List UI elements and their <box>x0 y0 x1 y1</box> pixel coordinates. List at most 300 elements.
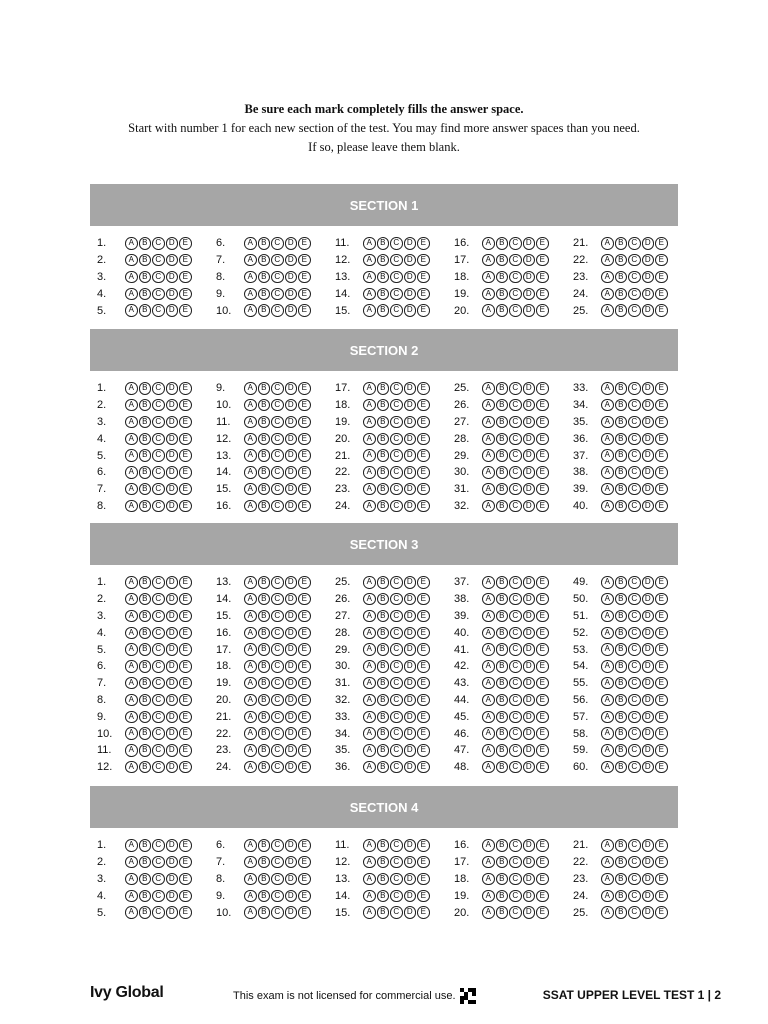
answer-bubble-a[interactable]: A <box>244 288 257 301</box>
answer-bubble-a[interactable]: A <box>125 744 138 757</box>
answer-bubble-c[interactable]: C <box>152 906 165 919</box>
answer-bubble-e[interactable]: E <box>536 627 549 640</box>
answer-bubble-d[interactable]: D <box>523 416 536 429</box>
answer-bubble-b[interactable]: B <box>258 237 271 250</box>
answer-bubble-d[interactable]: D <box>404 288 417 301</box>
answer-bubble-e[interactable]: E <box>655 237 668 250</box>
answer-bubble-e[interactable]: E <box>298 627 311 640</box>
answer-bubble-b[interactable]: B <box>496 727 509 740</box>
answer-bubble-b[interactable]: B <box>496 711 509 724</box>
answer-bubble-e[interactable]: E <box>179 500 192 513</box>
answer-bubble-a[interactable]: A <box>601 433 614 446</box>
answer-bubble-a[interactable]: A <box>125 839 138 852</box>
answer-bubble-b[interactable]: B <box>139 873 152 886</box>
answer-bubble-d[interactable]: D <box>404 483 417 496</box>
answer-bubble-a[interactable]: A <box>601 254 614 267</box>
answer-bubble-c[interactable]: C <box>390 466 403 479</box>
answer-bubble-c[interactable]: C <box>390 399 403 412</box>
answer-bubble-d[interactable]: D <box>404 727 417 740</box>
answer-bubble-b[interactable]: B <box>139 890 152 903</box>
answer-bubble-a[interactable]: A <box>244 483 257 496</box>
answer-bubble-b[interactable]: B <box>496 304 509 317</box>
answer-bubble-a[interactable]: A <box>244 727 257 740</box>
answer-bubble-e[interactable]: E <box>298 643 311 656</box>
answer-bubble-d[interactable]: D <box>404 627 417 640</box>
answer-bubble-c[interactable]: C <box>509 627 522 640</box>
answer-bubble-d[interactable]: D <box>523 627 536 640</box>
answer-bubble-b[interactable]: B <box>496 382 509 395</box>
answer-bubble-a[interactable]: A <box>601 610 614 623</box>
answer-bubble-a[interactable]: A <box>601 382 614 395</box>
answer-bubble-e[interactable]: E <box>298 449 311 462</box>
answer-bubble-e[interactable]: E <box>655 433 668 446</box>
answer-bubble-c[interactable]: C <box>152 643 165 656</box>
answer-bubble-d[interactable]: D <box>642 254 655 267</box>
answer-bubble-e[interactable]: E <box>536 500 549 513</box>
answer-bubble-b[interactable]: B <box>496 288 509 301</box>
answer-bubble-e[interactable]: E <box>298 839 311 852</box>
answer-bubble-c[interactable]: C <box>390 254 403 267</box>
answer-bubble-a[interactable]: A <box>363 237 376 250</box>
answer-bubble-e[interactable]: E <box>179 744 192 757</box>
answer-bubble-b[interactable]: B <box>615 761 628 774</box>
answer-bubble-b[interactable]: B <box>377 694 390 707</box>
answer-bubble-c[interactable]: C <box>509 483 522 496</box>
answer-bubble-e[interactable]: E <box>179 839 192 852</box>
answer-bubble-c[interactable]: C <box>509 727 522 740</box>
answer-bubble-b[interactable]: B <box>139 466 152 479</box>
answer-bubble-b[interactable]: B <box>377 890 390 903</box>
answer-bubble-a[interactable]: A <box>601 856 614 869</box>
answer-bubble-d[interactable]: D <box>404 254 417 267</box>
answer-bubble-b[interactable]: B <box>377 593 390 606</box>
answer-bubble-c[interactable]: C <box>152 288 165 301</box>
answer-bubble-e[interactable]: E <box>417 593 430 606</box>
answer-bubble-d[interactable]: D <box>523 237 536 250</box>
answer-bubble-b[interactable]: B <box>615 873 628 886</box>
answer-bubble-e[interactable]: E <box>417 643 430 656</box>
answer-bubble-c[interactable]: C <box>628 449 641 462</box>
answer-bubble-e[interactable]: E <box>655 288 668 301</box>
answer-bubble-b[interactable]: B <box>615 304 628 317</box>
answer-bubble-d[interactable]: D <box>166 500 179 513</box>
answer-bubble-d[interactable]: D <box>404 576 417 589</box>
answer-bubble-b[interactable]: B <box>496 761 509 774</box>
answer-bubble-d[interactable]: D <box>166 677 179 690</box>
answer-bubble-c[interactable]: C <box>628 761 641 774</box>
answer-bubble-c[interactable]: C <box>152 761 165 774</box>
answer-bubble-d[interactable]: D <box>404 271 417 284</box>
answer-bubble-a[interactable]: A <box>601 399 614 412</box>
answer-bubble-a[interactable]: A <box>363 856 376 869</box>
answer-bubble-a[interactable]: A <box>244 610 257 623</box>
answer-bubble-a[interactable]: A <box>601 873 614 886</box>
answer-bubble-b[interactable]: B <box>139 727 152 740</box>
answer-bubble-e[interactable]: E <box>536 856 549 869</box>
answer-bubble-c[interactable]: C <box>271 660 284 673</box>
answer-bubble-a[interactable]: A <box>125 254 138 267</box>
answer-bubble-c[interactable]: C <box>152 382 165 395</box>
answer-bubble-c[interactable]: C <box>628 382 641 395</box>
answer-bubble-e[interactable]: E <box>179 271 192 284</box>
answer-bubble-c[interactable]: C <box>509 643 522 656</box>
answer-bubble-d[interactable]: D <box>523 711 536 724</box>
answer-bubble-a[interactable]: A <box>363 711 376 724</box>
answer-bubble-e[interactable]: E <box>655 839 668 852</box>
answer-bubble-a[interactable]: A <box>244 500 257 513</box>
answer-bubble-d[interactable]: D <box>523 304 536 317</box>
answer-bubble-b[interactable]: B <box>496 906 509 919</box>
answer-bubble-d[interactable]: D <box>642 610 655 623</box>
answer-bubble-b[interactable]: B <box>258 593 271 606</box>
answer-bubble-c[interactable]: C <box>628 660 641 673</box>
answer-bubble-a[interactable]: A <box>125 593 138 606</box>
answer-bubble-a[interactable]: A <box>482 660 495 673</box>
answer-bubble-c[interactable]: C <box>509 677 522 690</box>
answer-bubble-d[interactable]: D <box>523 660 536 673</box>
answer-bubble-a[interactable]: A <box>363 288 376 301</box>
answer-bubble-c[interactable]: C <box>628 727 641 740</box>
answer-bubble-e[interactable]: E <box>417 271 430 284</box>
answer-bubble-e[interactable]: E <box>655 500 668 513</box>
answer-bubble-e[interactable]: E <box>417 660 430 673</box>
answer-bubble-a[interactable]: A <box>125 906 138 919</box>
answer-bubble-d[interactable]: D <box>285 416 298 429</box>
answer-bubble-a[interactable]: A <box>482 627 495 640</box>
answer-bubble-c[interactable]: C <box>390 627 403 640</box>
answer-bubble-c[interactable]: C <box>271 254 284 267</box>
answer-bubble-d[interactable]: D <box>166 873 179 886</box>
answer-bubble-c[interactable]: C <box>152 399 165 412</box>
answer-bubble-e[interactable]: E <box>536 576 549 589</box>
answer-bubble-e[interactable]: E <box>417 500 430 513</box>
answer-bubble-b[interactable]: B <box>258 483 271 496</box>
answer-bubble-b[interactable]: B <box>496 890 509 903</box>
answer-bubble-c[interactable]: C <box>628 856 641 869</box>
answer-bubble-a[interactable]: A <box>125 856 138 869</box>
answer-bubble-c[interactable]: C <box>390 744 403 757</box>
answer-bubble-c[interactable]: C <box>390 416 403 429</box>
answer-bubble-d[interactable]: D <box>285 271 298 284</box>
answer-bubble-a[interactable]: A <box>244 382 257 395</box>
answer-bubble-c[interactable]: C <box>152 449 165 462</box>
answer-bubble-b[interactable]: B <box>496 873 509 886</box>
answer-bubble-d[interactable]: D <box>523 610 536 623</box>
answer-bubble-b[interactable]: B <box>377 271 390 284</box>
answer-bubble-a[interactable]: A <box>244 711 257 724</box>
answer-bubble-c[interactable]: C <box>628 237 641 250</box>
answer-bubble-d[interactable]: D <box>523 271 536 284</box>
answer-bubble-a[interactable]: A <box>125 433 138 446</box>
answer-bubble-d[interactable]: D <box>166 694 179 707</box>
answer-bubble-d[interactable]: D <box>642 433 655 446</box>
answer-bubble-e[interactable]: E <box>417 761 430 774</box>
answer-bubble-e[interactable]: E <box>655 271 668 284</box>
answer-bubble-d[interactable]: D <box>523 856 536 869</box>
answer-bubble-c[interactable]: C <box>271 304 284 317</box>
answer-bubble-a[interactable]: A <box>244 677 257 690</box>
answer-bubble-d[interactable]: D <box>285 727 298 740</box>
answer-bubble-d[interactable]: D <box>523 399 536 412</box>
answer-bubble-c[interactable]: C <box>390 271 403 284</box>
answer-bubble-d[interactable]: D <box>523 890 536 903</box>
answer-bubble-c[interactable]: C <box>509 500 522 513</box>
answer-bubble-c[interactable]: C <box>628 466 641 479</box>
answer-bubble-e[interactable]: E <box>417 382 430 395</box>
answer-bubble-e[interactable]: E <box>179 254 192 267</box>
answer-bubble-a[interactable]: A <box>363 727 376 740</box>
answer-bubble-e[interactable]: E <box>536 288 549 301</box>
answer-bubble-d[interactable]: D <box>285 694 298 707</box>
answer-bubble-a[interactable]: A <box>601 449 614 462</box>
answer-bubble-c[interactable]: C <box>628 839 641 852</box>
answer-bubble-a[interactable]: A <box>482 761 495 774</box>
answer-bubble-a[interactable]: A <box>125 660 138 673</box>
answer-bubble-d[interactable]: D <box>642 288 655 301</box>
answer-bubble-b[interactable]: B <box>258 906 271 919</box>
answer-bubble-d[interactable]: D <box>404 382 417 395</box>
answer-bubble-b[interactable]: B <box>615 466 628 479</box>
answer-bubble-a[interactable]: A <box>482 873 495 886</box>
answer-bubble-a[interactable]: A <box>125 677 138 690</box>
answer-bubble-c[interactable]: C <box>271 873 284 886</box>
answer-bubble-e[interactable]: E <box>179 890 192 903</box>
answer-bubble-d[interactable]: D <box>642 416 655 429</box>
answer-bubble-a[interactable]: A <box>363 677 376 690</box>
answer-bubble-a[interactable]: A <box>601 271 614 284</box>
answer-bubble-d[interactable]: D <box>285 399 298 412</box>
answer-bubble-a[interactable]: A <box>363 449 376 462</box>
answer-bubble-d[interactable]: D <box>404 694 417 707</box>
answer-bubble-b[interactable]: B <box>139 500 152 513</box>
answer-bubble-a[interactable]: A <box>244 627 257 640</box>
answer-bubble-b[interactable]: B <box>615 839 628 852</box>
answer-bubble-d[interactable]: D <box>523 906 536 919</box>
answer-bubble-d[interactable]: D <box>404 593 417 606</box>
answer-bubble-b[interactable]: B <box>496 660 509 673</box>
answer-bubble-a[interactable]: A <box>482 643 495 656</box>
answer-bubble-a[interactable]: A <box>244 466 257 479</box>
answer-bubble-a[interactable]: A <box>363 466 376 479</box>
answer-bubble-b[interactable]: B <box>496 416 509 429</box>
answer-bubble-a[interactable]: A <box>244 890 257 903</box>
answer-bubble-b[interactable]: B <box>258 304 271 317</box>
answer-bubble-d[interactable]: D <box>285 576 298 589</box>
answer-bubble-c[interactable]: C <box>271 593 284 606</box>
answer-bubble-b[interactable]: B <box>377 711 390 724</box>
answer-bubble-a[interactable]: A <box>125 449 138 462</box>
answer-bubble-d[interactable]: D <box>166 288 179 301</box>
answer-bubble-c[interactable]: C <box>152 711 165 724</box>
answer-bubble-e[interactable]: E <box>417 449 430 462</box>
answer-bubble-c[interactable]: C <box>152 677 165 690</box>
answer-bubble-d[interactable]: D <box>523 500 536 513</box>
answer-bubble-c[interactable]: C <box>390 288 403 301</box>
answer-bubble-c[interactable]: C <box>152 500 165 513</box>
answer-bubble-d[interactable]: D <box>404 856 417 869</box>
answer-bubble-d[interactable]: D <box>166 304 179 317</box>
answer-bubble-a[interactable]: A <box>601 416 614 429</box>
answer-bubble-e[interactable]: E <box>298 483 311 496</box>
answer-bubble-a[interactable]: A <box>482 694 495 707</box>
answer-bubble-c[interactable]: C <box>509 610 522 623</box>
answer-bubble-b[interactable]: B <box>258 382 271 395</box>
answer-bubble-a[interactable]: A <box>125 711 138 724</box>
answer-bubble-b[interactable]: B <box>496 576 509 589</box>
answer-bubble-a[interactable]: A <box>482 304 495 317</box>
answer-bubble-e[interactable]: E <box>655 254 668 267</box>
answer-bubble-c[interactable]: C <box>628 890 641 903</box>
answer-bubble-b[interactable]: B <box>615 483 628 496</box>
answer-bubble-e[interactable]: E <box>417 627 430 640</box>
answer-bubble-d[interactable]: D <box>404 399 417 412</box>
answer-bubble-d[interactable]: D <box>285 483 298 496</box>
answer-bubble-a[interactable]: A <box>363 694 376 707</box>
answer-bubble-e[interactable]: E <box>179 627 192 640</box>
answer-bubble-b[interactable]: B <box>496 856 509 869</box>
answer-bubble-a[interactable]: A <box>601 466 614 479</box>
answer-bubble-e[interactable]: E <box>536 382 549 395</box>
answer-bubble-b[interactable]: B <box>377 856 390 869</box>
answer-bubble-d[interactable]: D <box>523 483 536 496</box>
answer-bubble-a[interactable]: A <box>363 576 376 589</box>
answer-bubble-a[interactable]: A <box>244 744 257 757</box>
answer-bubble-b[interactable]: B <box>496 610 509 623</box>
answer-bubble-e[interactable]: E <box>655 906 668 919</box>
answer-bubble-e[interactable]: E <box>536 906 549 919</box>
answer-bubble-a[interactable]: A <box>125 576 138 589</box>
answer-bubble-b[interactable]: B <box>496 677 509 690</box>
answer-bubble-d[interactable]: D <box>166 449 179 462</box>
answer-bubble-d[interactable]: D <box>404 677 417 690</box>
answer-bubble-d[interactable]: D <box>166 466 179 479</box>
answer-bubble-e[interactable]: E <box>536 593 549 606</box>
answer-bubble-a[interactable]: A <box>363 890 376 903</box>
answer-bubble-d[interactable]: D <box>166 839 179 852</box>
answer-bubble-d[interactable]: D <box>166 660 179 673</box>
answer-bubble-c[interactable]: C <box>509 271 522 284</box>
answer-bubble-e[interactable]: E <box>179 593 192 606</box>
answer-bubble-c[interactable]: C <box>271 237 284 250</box>
answer-bubble-b[interactable]: B <box>615 906 628 919</box>
answer-bubble-b[interactable]: B <box>496 694 509 707</box>
answer-bubble-a[interactable]: A <box>482 727 495 740</box>
answer-bubble-e[interactable]: E <box>536 237 549 250</box>
answer-bubble-a[interactable]: A <box>482 890 495 903</box>
answer-bubble-e[interactable]: E <box>298 906 311 919</box>
answer-bubble-d[interactable]: D <box>166 610 179 623</box>
answer-bubble-b[interactable]: B <box>377 304 390 317</box>
answer-bubble-c[interactable]: C <box>390 906 403 919</box>
answer-bubble-b[interactable]: B <box>258 288 271 301</box>
answer-bubble-d[interactable]: D <box>166 399 179 412</box>
answer-bubble-e[interactable]: E <box>179 610 192 623</box>
answer-bubble-e[interactable]: E <box>536 761 549 774</box>
answer-bubble-b[interactable]: B <box>258 576 271 589</box>
answer-bubble-d[interactable]: D <box>285 237 298 250</box>
answer-bubble-e[interactable]: E <box>179 576 192 589</box>
answer-bubble-b[interactable]: B <box>377 237 390 250</box>
answer-bubble-e[interactable]: E <box>417 254 430 267</box>
answer-bubble-c[interactable]: C <box>390 890 403 903</box>
answer-bubble-b[interactable]: B <box>496 466 509 479</box>
answer-bubble-d[interactable]: D <box>642 483 655 496</box>
answer-bubble-d[interactable]: D <box>166 576 179 589</box>
answer-bubble-b[interactable]: B <box>258 694 271 707</box>
answer-bubble-e[interactable]: E <box>298 304 311 317</box>
answer-bubble-c[interactable]: C <box>509 906 522 919</box>
answer-bubble-c[interactable]: C <box>509 416 522 429</box>
answer-bubble-e[interactable]: E <box>536 643 549 656</box>
answer-bubble-e[interactable]: E <box>298 890 311 903</box>
answer-bubble-e[interactable]: E <box>536 483 549 496</box>
answer-bubble-d[interactable]: D <box>166 627 179 640</box>
answer-bubble-c[interactable]: C <box>152 873 165 886</box>
answer-bubble-d[interactable]: D <box>523 727 536 740</box>
answer-bubble-b[interactable]: B <box>377 254 390 267</box>
answer-bubble-b[interactable]: B <box>258 466 271 479</box>
answer-bubble-d[interactable]: D <box>285 627 298 640</box>
answer-bubble-a[interactable]: A <box>482 399 495 412</box>
answer-bubble-a[interactable]: A <box>244 906 257 919</box>
answer-bubble-a[interactable]: A <box>244 416 257 429</box>
answer-bubble-c[interactable]: C <box>271 761 284 774</box>
answer-bubble-e[interactable]: E <box>298 254 311 267</box>
answer-bubble-e[interactable]: E <box>417 906 430 919</box>
answer-bubble-e[interactable]: E <box>536 416 549 429</box>
answer-bubble-a[interactable]: A <box>363 761 376 774</box>
answer-bubble-b[interactable]: B <box>258 744 271 757</box>
answer-bubble-c[interactable]: C <box>628 399 641 412</box>
answer-bubble-e[interactable]: E <box>655 627 668 640</box>
answer-bubble-a[interactable]: A <box>601 304 614 317</box>
answer-bubble-e[interactable]: E <box>536 744 549 757</box>
answer-bubble-a[interactable]: A <box>601 627 614 640</box>
answer-bubble-b[interactable]: B <box>258 727 271 740</box>
answer-bubble-d[interactable]: D <box>285 744 298 757</box>
answer-bubble-a[interactable]: A <box>482 271 495 284</box>
answer-bubble-a[interactable]: A <box>244 237 257 250</box>
answer-bubble-b[interactable]: B <box>615 433 628 446</box>
answer-bubble-c[interactable]: C <box>271 711 284 724</box>
answer-bubble-b[interactable]: B <box>139 416 152 429</box>
answer-bubble-c[interactable]: C <box>509 382 522 395</box>
answer-bubble-c[interactable]: C <box>628 906 641 919</box>
answer-bubble-c[interactable]: C <box>390 694 403 707</box>
answer-bubble-b[interactable]: B <box>139 254 152 267</box>
answer-bubble-b[interactable]: B <box>258 449 271 462</box>
answer-bubble-b[interactable]: B <box>377 839 390 852</box>
answer-bubble-e[interactable]: E <box>298 271 311 284</box>
answer-bubble-c[interactable]: C <box>628 304 641 317</box>
answer-bubble-a[interactable]: A <box>482 856 495 869</box>
answer-bubble-c[interactable]: C <box>271 744 284 757</box>
answer-bubble-e[interactable]: E <box>417 610 430 623</box>
answer-bubble-e[interactable]: E <box>298 576 311 589</box>
answer-bubble-a[interactable]: A <box>363 873 376 886</box>
answer-bubble-e[interactable]: E <box>179 466 192 479</box>
answer-bubble-d[interactable]: D <box>642 399 655 412</box>
answer-bubble-c[interactable]: C <box>152 839 165 852</box>
answer-bubble-a[interactable]: A <box>244 873 257 886</box>
answer-bubble-d[interactable]: D <box>404 906 417 919</box>
answer-bubble-b[interactable]: B <box>139 906 152 919</box>
answer-bubble-b[interactable]: B <box>377 873 390 886</box>
answer-bubble-d[interactable]: D <box>642 873 655 886</box>
answer-bubble-e[interactable]: E <box>298 694 311 707</box>
answer-bubble-d[interactable]: D <box>642 660 655 673</box>
answer-bubble-c[interactable]: C <box>271 466 284 479</box>
